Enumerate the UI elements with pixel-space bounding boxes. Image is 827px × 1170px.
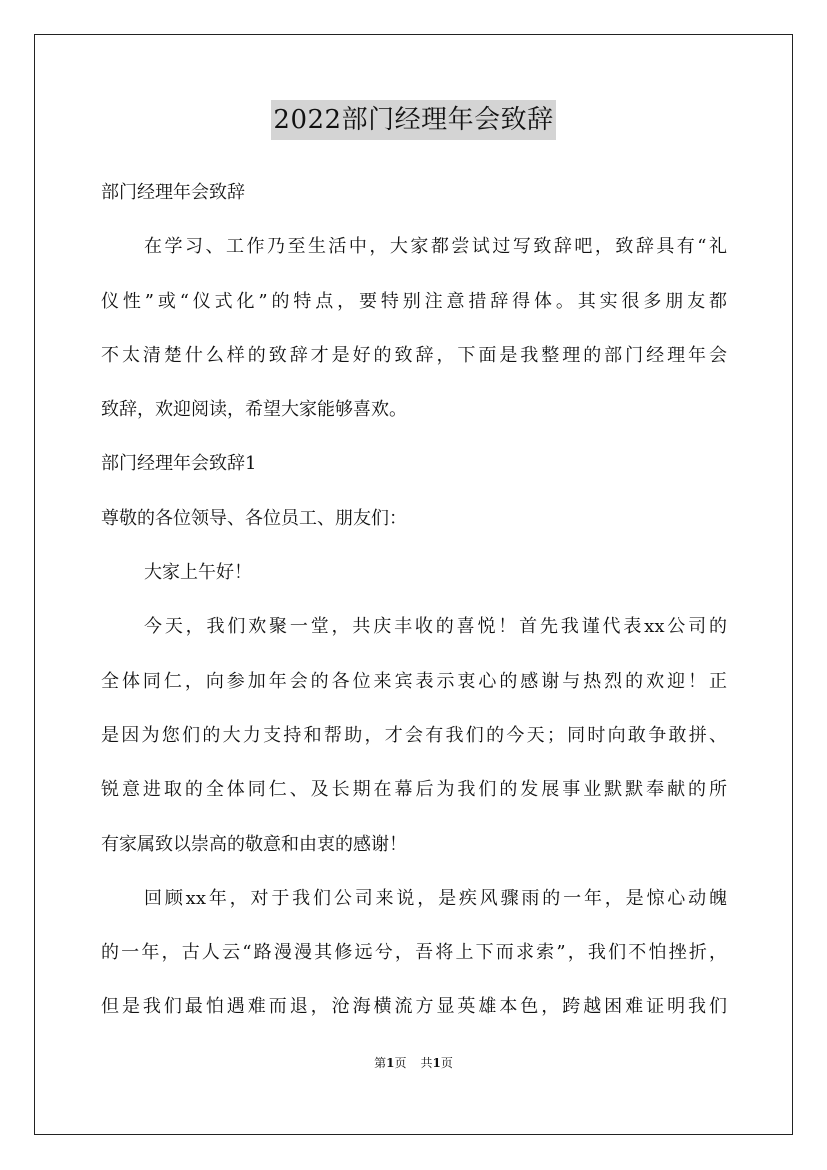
paragraph-line: 在学习、工作乃至生活中，大家都尝试过写致辞吧，致辞具有“礼	[144, 236, 727, 258]
paragraph-line: 是因为您们的大力支持和帮助，才会有我们的今天；同时向敢争敢拼、	[101, 724, 727, 746]
paragraph-line: 的一年，古人云“路漫漫其修远兮，吾将上下而求索”，我们不怕挫折，	[101, 942, 727, 964]
salutation-line: 尊敬的各位领导、各位员工、朋友们：	[101, 507, 407, 529]
paragraph-line: 有家属致以崇高的敬意和由衷的感谢！	[101, 833, 407, 855]
page-unit: 页	[394, 1056, 407, 1070]
paragraph-line: 今天，我们欢聚一堂，共庆丰收的喜悦！首先我谨代表xx公司的	[144, 616, 727, 638]
paragraph-line: 锐意进取的全体同仁、及长期在幕后为我们的发展事业默默奉献的所	[101, 779, 727, 801]
paragraph-line: 但是我们最怕遇难而退，沧海横流方显英雄本色，跨越困难证明我们	[101, 996, 727, 1018]
section-heading: 部门经理年会致辞1	[101, 453, 257, 475]
total-unit: 页	[440, 1056, 453, 1070]
title-container	[0, 100, 827, 140]
paragraph-line: 致辞，欢迎阅读，希望大家能够喜欢。	[101, 399, 407, 421]
paragraph-line: 不太清楚什么样的致辞才是好的致辞，下面是我整理的部门经理年会	[101, 344, 727, 366]
paragraph-line: 全体同仁，向参加年会的各位来宾表示衷心的感谢与热烈的欢迎！正	[101, 670, 727, 692]
document-body	[101, 166, 727, 1035]
paragraph-line: 回顾xx年，对于我们公司来说，是疾风骤雨的一年，是惊心动魄	[144, 887, 727, 909]
paragraph-line: 仪性”或“仪式化”的特点，要特别注意措辞得体。其实很多朋友都	[101, 290, 727, 312]
page-footer	[0, 1054, 827, 1071]
greeting-line: 大家上午好！	[144, 562, 252, 584]
section-heading: 部门经理年会致辞	[101, 182, 245, 203]
page-prefix: 第	[374, 1056, 387, 1070]
page-total: 1	[432, 1056, 441, 1070]
total-prefix: 共	[420, 1056, 433, 1070]
document-title: 2022部门经理年会致辞	[271, 100, 555, 140]
page-number: 1	[386, 1056, 395, 1070]
